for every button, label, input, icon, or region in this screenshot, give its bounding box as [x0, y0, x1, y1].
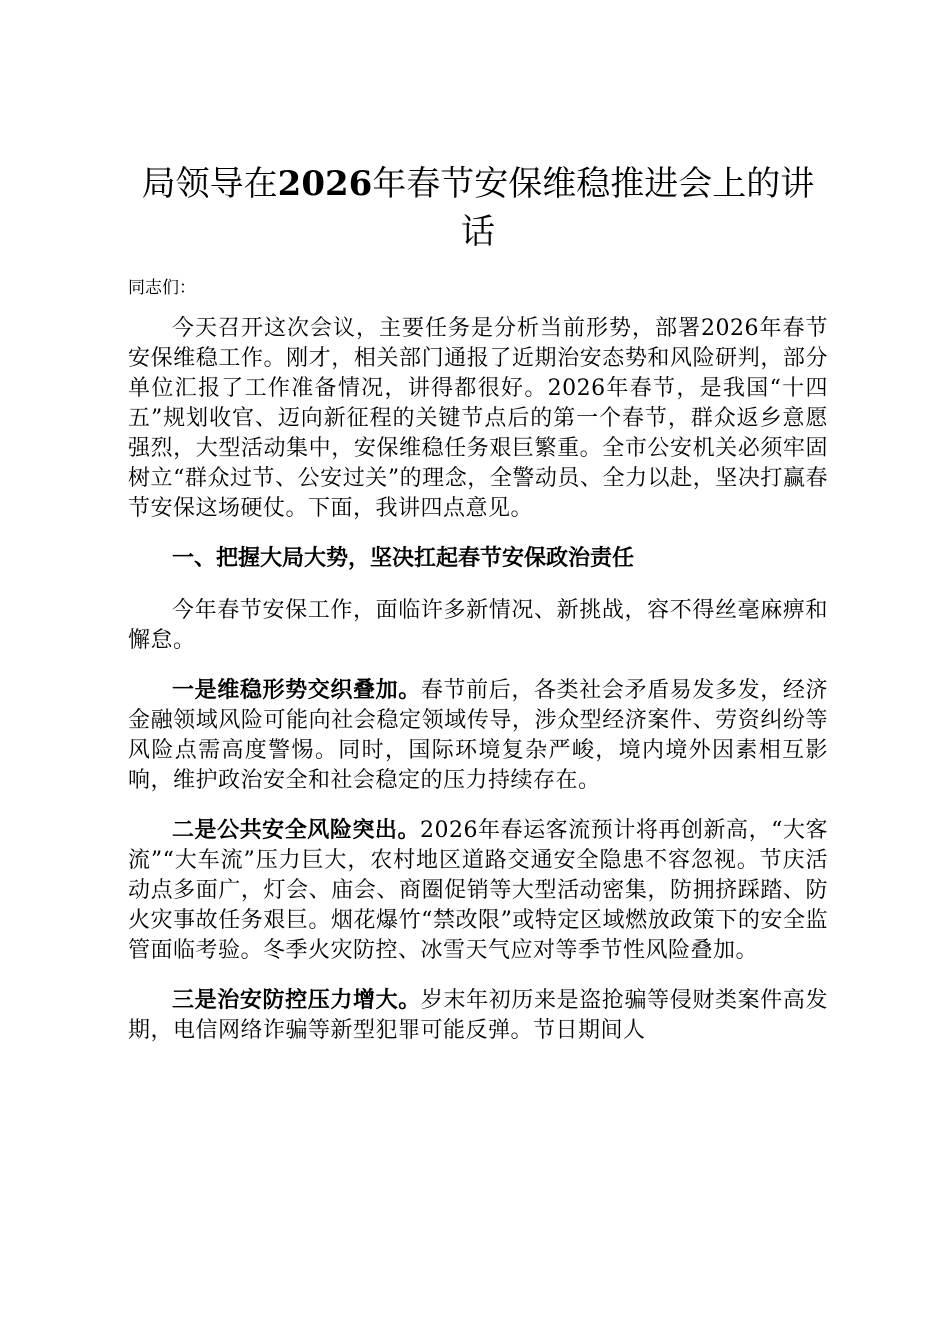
- title-part1: 局领导在: [141, 164, 278, 204]
- point2-lead: 二是公共安全风险突出。: [172, 818, 421, 843]
- title-year: 2026: [277, 164, 373, 204]
- document-title: [128, 160, 828, 256]
- title-part2: 年春节安保维稳推进会上的讲话: [372, 164, 815, 252]
- intro-paragraph: 今天召开这次会议，主要任务是分析当前形势，部署2026年春节安保维稳工作。刚才，相关部门通报了近期治安态势和风险研判，部分单位汇报了工作准备情况，讲得都很好。2026年春节，是我国“十四五”规划收官、迈向新征程的关键节点后的第一个春节，群众返乡意愿强烈，大型活动集中，安保维稳任务艰巨繁重。全市公安机关必须牢固树立“群众过节、公安过关”的理念，全警动员、全力以赴，坚决打赢春节安保这场硬仗。下面，我讲四点意见。: [128, 316, 828, 521]
- point2-paragraph: [128, 816, 828, 966]
- point2-text: 2026年春运客流预计将再创新高，“大客流”“大车流”压力巨大，农村地区道路交通安全隐患不容忽视。节庆活动点多面广，灯会、庙会、商圈促销等大型活动密集，防拥挤踩踏、防火灾事故任务艰巨。烟花爆竹“禁改限”或特定区域燃放政策下的安全监管面临考验。冬季火灾防控、冰雪天气应对等季节性风险叠加。: [128, 818, 828, 963]
- point1-lead: 一是维稳形势交织叠加。: [172, 678, 421, 703]
- point1-paragraph: [128, 676, 828, 796]
- point3-paragraph: [128, 986, 828, 1046]
- document-page: [128, 160, 828, 1066]
- point3-lead: 三是治安防控压力增大。: [172, 988, 421, 1013]
- section1-heading: 一、把握大局大势，坚决扛起春节安保政治责任: [172, 546, 635, 571]
- section1-intro-paragraph: 今年春节安保工作，面临许多新情况、新挑战，容不得丝毫麻痹和懈怠。: [128, 598, 828, 653]
- salutation: 同志们：: [128, 278, 196, 298]
- point3-text: 岁末年初历来是盗抢骗等侵财类案件高发期，电信网络诈骗等新型犯罪可能反弹。节日期间人: [128, 988, 828, 1043]
- point1-text: 春节前后，各类社会矛盾易发多发，经济金融领域风险可能向社会稳定领域传导，涉众型经济案件、劳资纠纷等风险点需高度警惕。同时，国际环境复杂严峻，境内境外因素相互影响，维护政治安全和社会稳定的压力持续存在。: [128, 678, 828, 793]
